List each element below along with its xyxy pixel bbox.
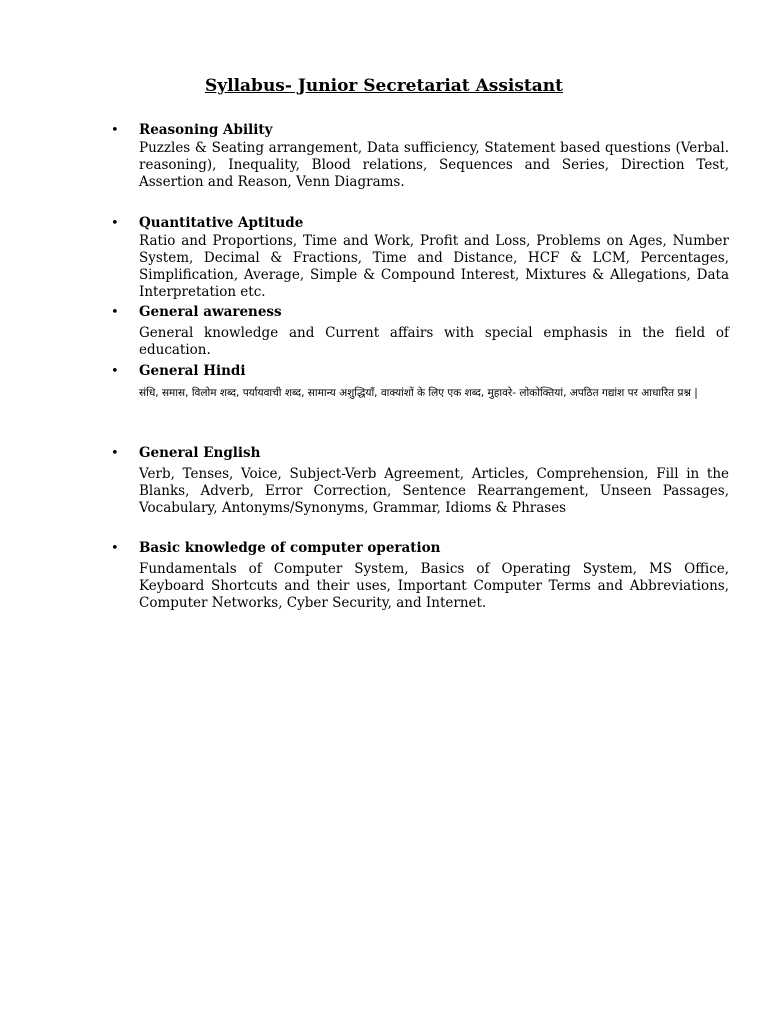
bullet-icon: • bbox=[111, 305, 119, 320]
bullet-icon: • bbox=[111, 123, 119, 138]
bullet-icon: • bbox=[111, 446, 119, 461]
section-heading: Quantitative Aptitude bbox=[139, 215, 304, 231]
syllabus-item-quantitative-aptitude bbox=[111, 215, 729, 302]
syllabus-item-reasoning-ability bbox=[111, 122, 729, 191]
bullet-icon: • bbox=[111, 216, 119, 231]
section-body: संधि, समास, विलोम शब्द, पर्यायवाची शब्द, सामान्य अशुद्धियाँ, वाक्यांशों के लिए एक शब्द, मुहावरे- लोकोक्तियां, अपठित गद्यांश पर आधारित प्रश्न | bbox=[139, 386, 698, 399]
section-body: Puzzles & Seating arrangement, Data sufficiency, Statement based questions (Verbal. reasoning), Inequality, Blood relations, Sequences and Series, Direction Test, Assertion and Reason, Venn Diagrams. bbox=[139, 139, 729, 191]
syllabus-item-computer-operation bbox=[111, 540, 729, 612]
syllabus-item-general-hindi bbox=[111, 363, 729, 404]
bullet-icon: • bbox=[111, 364, 119, 379]
page-title: Syllabus- Junior Secretariat Assistant bbox=[204, 76, 564, 96]
syllabus-item-general-awareness bbox=[111, 304, 729, 359]
bullet-icon: • bbox=[111, 541, 119, 556]
section-body: General knowledge and Current affairs with special emphasis in the field of education. bbox=[139, 324, 729, 358]
section-heading: Basic knowledge of computer operation bbox=[139, 540, 441, 556]
section-heading: General Hindi bbox=[139, 363, 246, 379]
section-body: Verb, Tenses, Voice, Subject-Verb Agreement, Articles, Comprehension, Fill in the Blanks, Adverb, Error Correction, Sentence Rearrangement, Unseen Passages, Vocabulary, Antonyms/Synonyms, Grammar, Idioms & Phrases bbox=[139, 465, 729, 517]
section-heading: General awareness bbox=[139, 304, 282, 320]
section-body: Fundamentals of Computer System, Basics of Operating System, MS Office, Keyboard Shortcuts and their uses, Important Computer Terms and Abbreviations, Computer Networks, Cyber Security, and Internet. bbox=[139, 560, 729, 612]
section-heading: Reasoning Ability bbox=[139, 122, 273, 138]
syllabus-item-general-english bbox=[111, 445, 729, 517]
section-body: Ratio and Proportions, Time and Work, Profit and Loss, Problems on Ages, Number System, Decimal & Fractions, Time and Distance, HCF & LCM, Percentages, Simplification, Average, Simple & Compound Interest, Mixtures & Allegations, Data Interpretation etc. bbox=[139, 232, 729, 301]
section-heading: General English bbox=[139, 445, 261, 461]
